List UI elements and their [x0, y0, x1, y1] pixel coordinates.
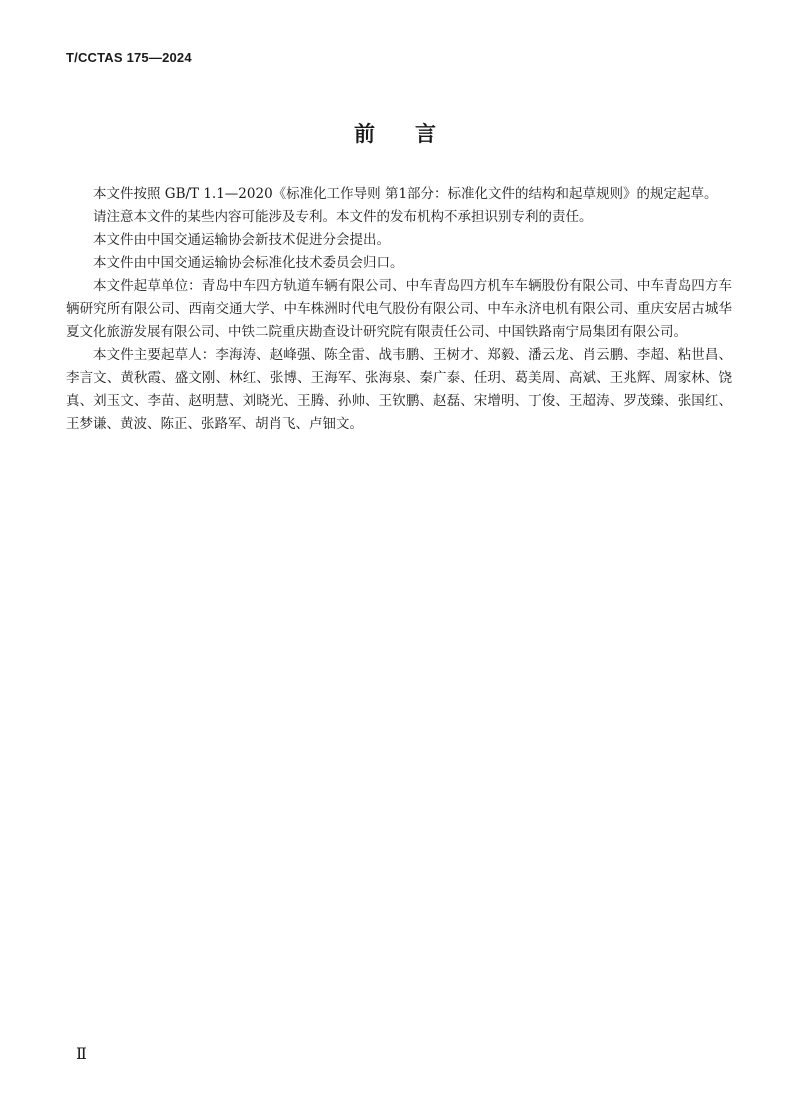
- paragraph-drafting-organizations: 本文件起草单位：青岛中车四方轨道车辆有限公司、中车青岛四方机车车辆股份有限公司、中车青岛四方车辆研究所有限公司、西南交通大学、中车株洲时代电气股份有限公司、中车永济电机有限公司、重庆安居古城华夏文化旅游发展有限公司、中铁二院重庆勘查设计研究院有限责任公司、中国铁路南宁局集团有限公司。: [66, 278, 732, 340]
- page-title: [0, 118, 790, 148]
- page-title-char-2: 言: [415, 122, 436, 146]
- document-body: [66, 183, 732, 436]
- paragraph-responsible-committee: 本文件由中国交通运输协会标准化技术委员会归口。: [93, 255, 404, 271]
- paragraph-drafting-rules: 本文件按照 GB/T 1.1—2020《标准化工作导则 第1部分：标准化文件的结构和起草规则》的规定起草。: [93, 186, 718, 202]
- paragraph-main-drafters: 本文件主要起草人：李海涛、赵峰强、陈全雷、战韦鹏、王树才、郑毅、潘云龙、肖云鹏、李超、粘世昌、李言文、黄秋霞、盛文刚、林红、张博、王海军、张海泉、秦广泰、任玥、葛美周、高斌、王兆辉、周家林、饶真、刘玉文、李苗、赵明慧、刘晓光、王腾、孙帅、王钦鹏、赵磊、宋增明、丁俊、王超涛、罗茂臻、张国红、王梦谦、黄波、陈正、张路军、胡肖飞、卢钿文。: [66, 347, 732, 432]
- paragraph-patent-notice: 请注意本文件的某些内容可能涉及专利。本文件的发布机构不承担识别专利的责任。: [93, 209, 593, 225]
- paragraph-proposer: 本文件由中国交通运输协会新技术促进分会提出。: [93, 232, 390, 248]
- page-title-char-1: 前: [354, 122, 375, 146]
- document-code: T/CCTAS 175—2024: [66, 50, 192, 65]
- page-number: Ⅱ: [76, 1044, 87, 1063]
